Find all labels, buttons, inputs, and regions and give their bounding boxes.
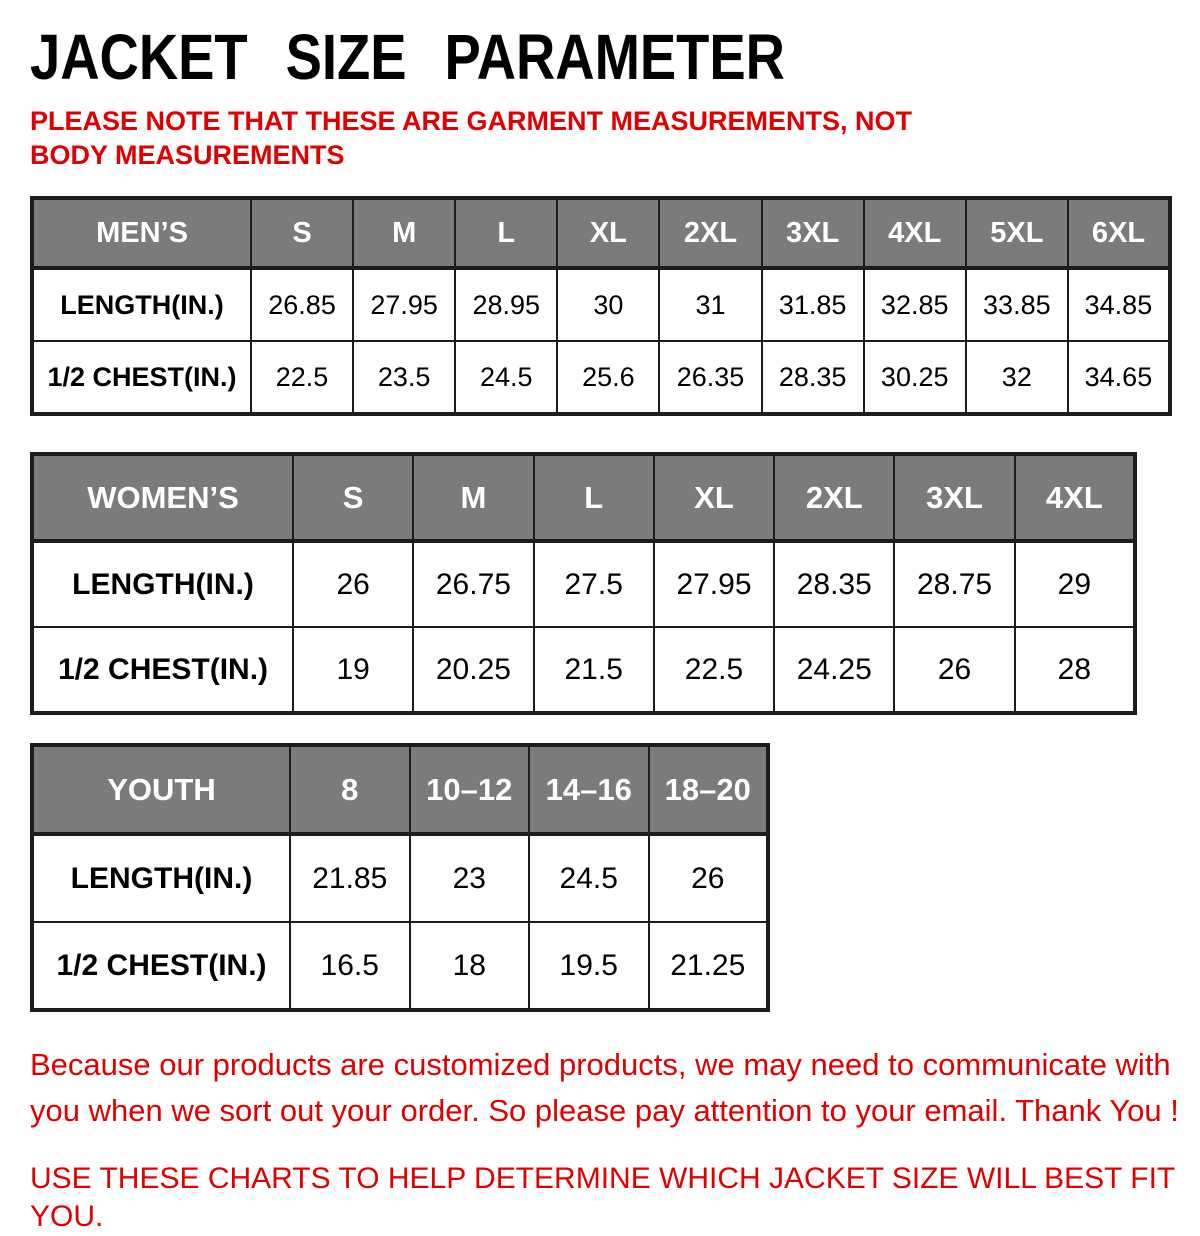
size-header-cell: 10–12	[410, 745, 530, 834]
size-header-cell: 3XL	[894, 454, 1014, 541]
value-cell: 32	[966, 341, 1068, 414]
value-cell: 34.85	[1068, 268, 1170, 341]
size-header-cell: 14–16	[529, 745, 649, 834]
row-label-cell: LENGTH(IN.)	[32, 268, 251, 341]
measurement-row	[32, 541, 1135, 627]
mens-size-table	[30, 196, 1172, 416]
value-cell: 27.5	[534, 541, 654, 627]
size-header-cell: 2XL	[774, 454, 894, 541]
size-header-cell: L	[455, 198, 557, 268]
value-cell: 20.25	[413, 627, 533, 713]
value-cell: 24.5	[455, 341, 557, 414]
size-header-cell: 2XL	[659, 198, 761, 268]
value-cell: 22.5	[654, 627, 774, 713]
value-cell: 30	[557, 268, 659, 341]
table-title-cell: YOUTH	[32, 745, 290, 834]
value-cell: 18	[410, 922, 530, 1010]
garment-measurement-note: PLEASE NOTE THAT THESE ARE GARMENT MEASUREMENTS, NOT BODY MEASUREMENTS	[30, 106, 913, 170]
size-header-cell: M	[413, 454, 533, 541]
measurement-row	[32, 341, 1170, 414]
row-label-cell: 1/2 CHEST(IN.)	[32, 627, 293, 713]
size-header-cell: 3XL	[762, 198, 864, 268]
size-header-row	[32, 454, 1135, 541]
table-title-cell: WOMEN’S	[32, 454, 293, 541]
value-cell: 21.5	[534, 627, 654, 713]
fit-instruction: USE THESE CHARTS TO HELP DETERMINE WHICH JACKET SIZE WILL BEST FIT YOU.	[30, 1162, 1175, 1233]
row-label-cell: 1/2 CHEST(IN.)	[32, 922, 290, 1010]
value-cell: 26	[649, 834, 769, 922]
size-header-cell: 4XL	[1015, 454, 1135, 541]
value-cell: 28.35	[774, 541, 894, 627]
value-cell: 27.95	[654, 541, 774, 627]
value-cell: 22.5	[251, 341, 353, 414]
row-label-cell: LENGTH(IN.)	[32, 834, 290, 922]
value-cell: 31	[659, 268, 761, 341]
size-header-cell: S	[293, 454, 413, 541]
value-cell: 30.25	[864, 341, 966, 414]
customization-note: Because our products are customized products, we may need to communicate with you when we sort out your order. So please pay attention to your email. Thank You !	[30, 1047, 1179, 1128]
value-cell: 31.85	[762, 268, 864, 341]
size-header-cell: S	[251, 198, 353, 268]
size-header-row	[32, 198, 1170, 268]
row-label-cell: LENGTH(IN.)	[32, 541, 293, 627]
size-header-cell: 8	[290, 745, 410, 834]
value-cell: 16.5	[290, 922, 410, 1010]
page-title: JACKET SIZE PARAMETER	[30, 21, 785, 93]
value-cell: 23	[410, 834, 530, 922]
value-cell: 26	[894, 627, 1014, 713]
size-header-cell: 18–20	[649, 745, 769, 834]
value-cell: 23.5	[353, 341, 455, 414]
value-cell: 26.35	[659, 341, 761, 414]
value-cell: 27.95	[353, 268, 455, 341]
value-cell: 33.85	[966, 268, 1068, 341]
size-header-cell: 4XL	[864, 198, 966, 268]
value-cell: 25.6	[557, 341, 659, 414]
value-cell: 34.65	[1068, 341, 1170, 414]
value-cell: 28.35	[762, 341, 864, 414]
measurement-row	[32, 627, 1135, 713]
size-header-cell: 6XL	[1068, 198, 1170, 268]
row-label-cell: 1/2 CHEST(IN.)	[32, 341, 251, 414]
table-title-cell: MEN’S	[32, 198, 251, 268]
measurement-row	[32, 834, 768, 922]
size-header-cell: XL	[654, 454, 774, 541]
value-cell: 28	[1015, 627, 1135, 713]
youth-size-table	[30, 743, 770, 1012]
value-cell: 28.75	[894, 541, 1014, 627]
size-header-cell: L	[534, 454, 654, 541]
value-cell: 21.85	[290, 834, 410, 922]
size-header-row	[32, 745, 768, 834]
womens-size-table	[30, 452, 1137, 715]
size-header-cell: XL	[557, 198, 659, 268]
value-cell: 26.75	[413, 541, 533, 627]
value-cell: 24.5	[529, 834, 649, 922]
value-cell: 24.25	[774, 627, 894, 713]
measurement-row	[32, 922, 768, 1010]
value-cell: 26	[293, 541, 413, 627]
size-header-cell: 5XL	[966, 198, 1068, 268]
value-cell: 28.95	[455, 268, 557, 341]
value-cell: 19.5	[529, 922, 649, 1010]
measurement-row	[32, 268, 1170, 341]
size-header-cell: M	[353, 198, 455, 268]
value-cell: 32.85	[864, 268, 966, 341]
value-cell: 19	[293, 627, 413, 713]
value-cell: 21.25	[649, 922, 769, 1010]
value-cell: 26.85	[251, 268, 353, 341]
value-cell: 29	[1015, 541, 1135, 627]
